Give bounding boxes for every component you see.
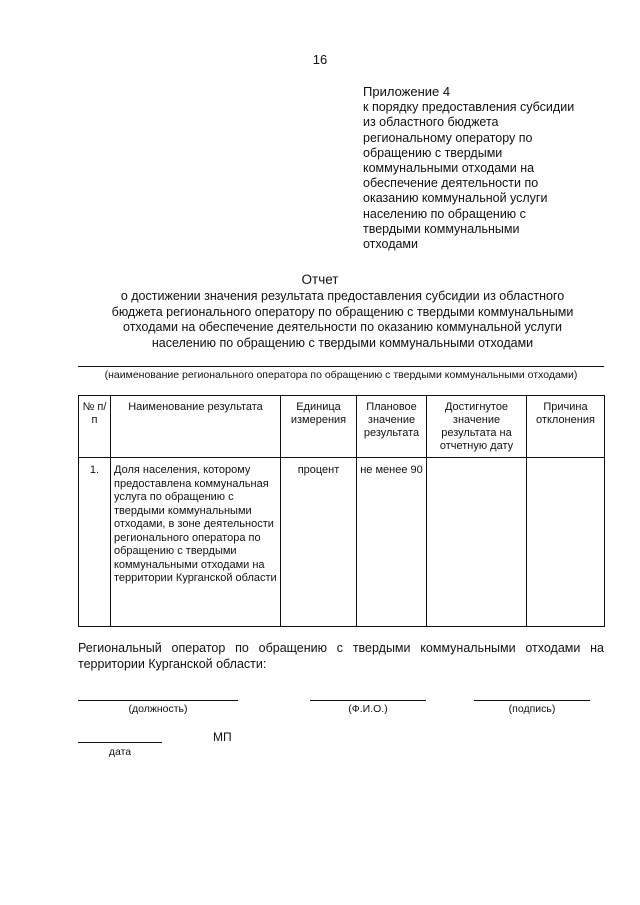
signature-statement: Региональный оператор по обращению с твердыми коммунальными отходами на территории Курганской области: [78, 641, 604, 671]
report-subtitle-line: бюджета регионального оператору по обращению с твердыми коммунальными [111, 304, 574, 319]
appendix-line: населению по обращению с [363, 206, 526, 221]
position-caption: (должность) [128, 703, 188, 715]
table-row [79, 458, 605, 627]
cell-num: 1. [79, 458, 111, 627]
stamp-place: МП [213, 730, 232, 744]
report-subtitle-line: о достижении значения результата предоставления субсидии из областного [120, 289, 565, 303]
header-achieved: Достигнутое значение результата на отчетную дату [427, 396, 527, 458]
report-subtitle [80, 289, 605, 351]
fio-line [310, 700, 426, 701]
operator-name-line [78, 366, 604, 367]
appendix-line: к порядку предоставления субсидии [363, 100, 575, 115]
appendix-title: Приложение 4 [363, 84, 451, 99]
appendix-line: обеспечение деятельности по [363, 176, 539, 191]
appendix-line: отходами [363, 237, 419, 252]
appendix-line: коммунальными отходами на [363, 161, 535, 176]
fio-caption: (Ф.И.О.) [348, 703, 388, 715]
appendix-block [363, 84, 603, 252]
report-title: Отчет [301, 272, 339, 287]
page-number: 16 [312, 52, 328, 67]
report-subtitle-line: отходами на обеспечение деятельности по оказанию коммунальной услуги [123, 320, 562, 334]
appendix-line: региональному оператору по [363, 130, 533, 145]
date-caption: дата [108, 746, 132, 758]
sign-line [474, 700, 590, 701]
header-planned: Плановое значение результата [357, 396, 427, 458]
header-num: № п/п [79, 396, 111, 458]
date-line [78, 742, 162, 743]
cell-achieved [427, 458, 527, 627]
header-result-name: Наименование результата [111, 396, 281, 458]
header-reason: Причина отклонения [527, 396, 605, 458]
appendix-line: оказанию коммунальной услуги [363, 191, 548, 206]
appendix-line: обращению с твердыми [363, 145, 503, 160]
table-header-row [79, 396, 605, 458]
cell-planned: не менее 90 [357, 458, 427, 627]
sign-caption: (подпись) [508, 703, 556, 715]
operator-name-caption: (наименование регионального оператора по обращению с твердыми коммунальными отходами) [104, 369, 578, 381]
cell-reason [527, 458, 605, 627]
cell-result-name: Доля населения, которому предоставлена коммунальная услуга по обращению с твердыми коммунальными отходами, в зоне деятельности регионального оператора по обращению с твердыми коммунальными отходами на территории Курганской области [111, 458, 281, 627]
appendix-line: твердыми коммунальными [363, 221, 520, 236]
cell-unit: процент [281, 458, 357, 627]
appendix-line: из областного бюджета [363, 115, 499, 130]
header-unit: Единица измерения [281, 396, 357, 458]
report-subtitle-line: населению по обращению с твердыми коммунальными отходами [151, 335, 534, 350]
results-table [78, 395, 605, 627]
position-line [78, 700, 238, 701]
